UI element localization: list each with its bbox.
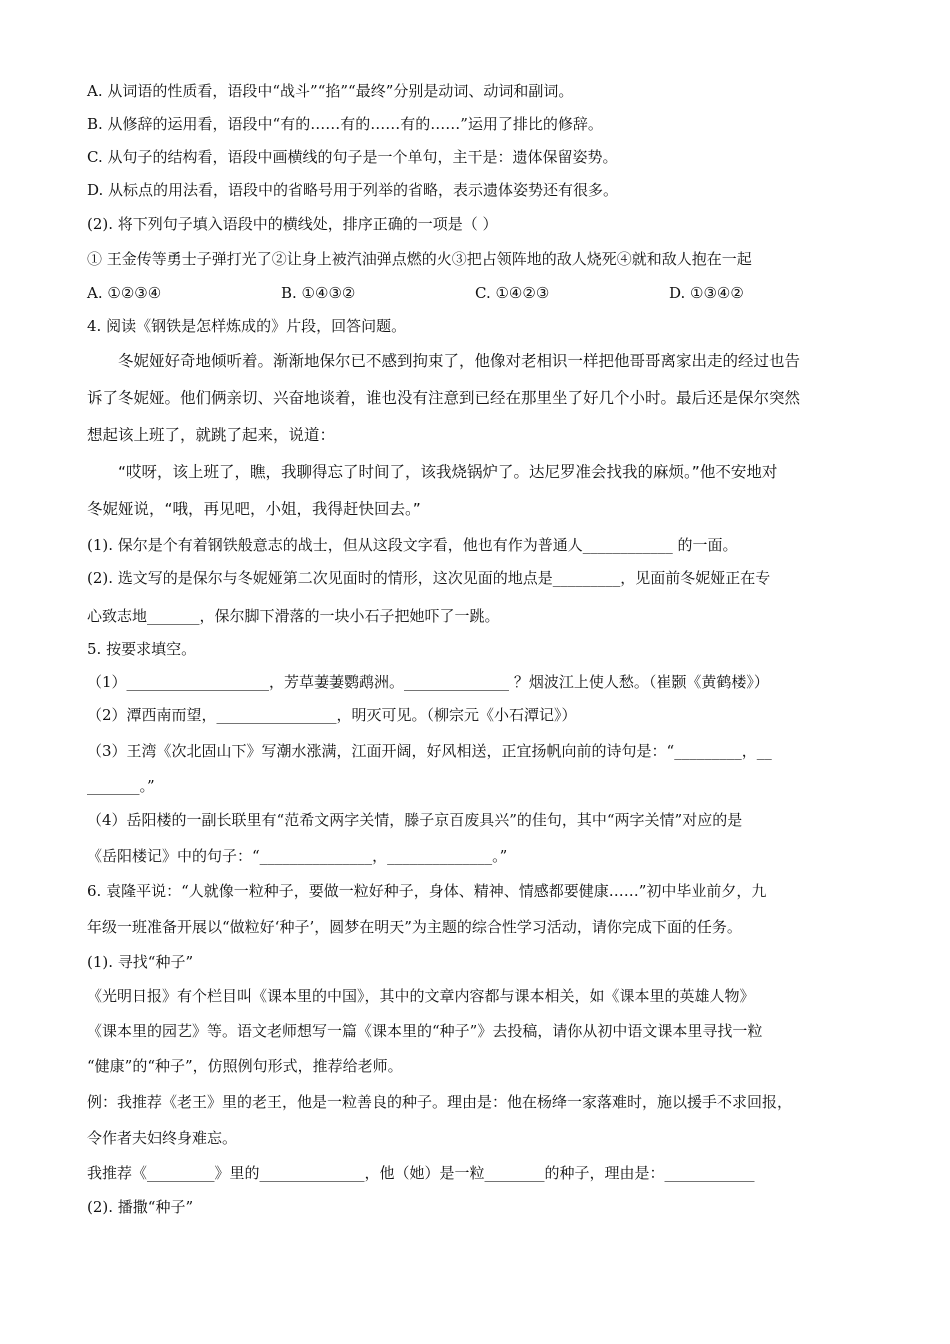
q3-option-b: B. 从修辞的运用看，语段中“有的……有的……有的……”运用了排比的修辞。	[87, 115, 603, 133]
q4-passage-line: 诉了冬妮娅。他们俩亲切、兴奋地谈着，谁也没有注意到已经在那里坐了好几个小时。最后还是保尔突然	[87, 389, 801, 407]
q6-paragraph: 《课本里的园艺》等。语文老师想写一篇《课本里的“种子”》去投稿，请你从初中语文课本里寻找一粒	[87, 1022, 763, 1040]
q6-subquestion-1: (1). 寻找“种子”	[87, 953, 194, 971]
q5-item-4-cont: 《岳阳楼记》中的句子：“_______________，______________。”	[87, 847, 508, 865]
q3-sentences: ① 王金传等勇士子弹打光了②让身上被汽油弹点燃的火③把占领阵地的敌人烧死④就和敌人抱在一起	[87, 250, 752, 268]
q5-item-4: （4）岳阳楼的一副长联里有“范希文两字关情，滕子京百废具兴”的佳句，其中“两字关情”对应的是	[87, 811, 743, 829]
q4-passage-line: “哎呀，该上班了，瞧，我聊得忘了时间了，该我烧锅炉了。达尼罗准会找我的麻烦。”他不安地对	[118, 463, 778, 481]
q6-answer-line: 我推荐《_________》里的______________，他（她）是一粒________的种子，理由是：____________	[87, 1164, 755, 1182]
q4-subquestion-1: (1). 保尔是个有着钢铁般意志的战士，但从这段文字看，他也有作为普通人____________ 的一面。	[87, 536, 738, 554]
q4-subquestion-2-cont: 心致志地_______，保尔脚下滑落的一块小石子把她吓了一跳。	[87, 607, 500, 625]
q5-item-3-cont: _______。”	[87, 777, 155, 795]
q5-item-2: （2）潭西南而望，________________，明灭可见。（柳宗元《小石潭记》）	[87, 706, 577, 724]
q3-option-d: D. 从标点的用法看，语段中的省略号用于列举的省略，表示遗体姿势还有很多。	[87, 181, 619, 199]
q4-subquestion-2: (2). 选文写的是保尔与冬妮娅第二次见面时的情形，这次见面的地点是_________，见面前冬妮娅正在专	[87, 569, 771, 587]
q6-example-cont: 令作者夫妇终身难忘。	[87, 1129, 238, 1147]
q6-subquestion-2: (2). 播撒“种子”	[87, 1198, 194, 1216]
q4-title: 4. 阅读《钢铁是怎样炼成的》片段，回答问题。	[87, 317, 407, 335]
q6-intro: 6. 袁隆平说：“人就像一粒种子，要做一粒好种子，身体、精神、情感都要健康……”初中毕业前夕，九	[87, 882, 767, 900]
q6-paragraph: “健康”的“种子”，仿照例句形式，推荐给老师。	[87, 1057, 403, 1075]
q3-choice-a: A. ①②③④	[87, 284, 162, 302]
q3-subquestion-2: (2). 将下列句子填入语段中的横线处，排序正确的一项是（ ）	[87, 215, 498, 233]
q4-passage-line: 冬妮娅说，“哦，再见吧，小姐，我得赶快回去。”	[87, 500, 421, 518]
q5-title: 5. 按要求填空。	[87, 640, 197, 658]
q4-passage-line: 冬妮娅好奇地倾听着。渐渐地保尔已不感到拘束了，他像对老相识一样把他哥哥离家出走的经过也告	[118, 352, 801, 370]
q3-choice-b: B. ①④③②	[281, 284, 356, 302]
q6-paragraph: 《光明日报》有个栏目叫《课本里的中国》，其中的文章内容都与课本相关，如《课本里的英雄人物》	[87, 987, 755, 1005]
q6-intro-cont: 年级一班准备开展以“做粒好‘种子’，圆梦在明天”为主题的综合性学习活动，请你完成下面的任务。	[87, 918, 742, 936]
q3-choice-d: D. ①③④②	[669, 284, 744, 302]
q3-option-c: C. 从句子的结构看，语段中画横线的句子是一个单句，主干是：遗体保留姿势。	[87, 148, 618, 166]
q5-item-1: （1）___________________，芳草萋萋鹦鹉洲。______________ ？烟波江上使人愁。（崔颢《黄鹤楼》）	[87, 673, 769, 691]
q3-option-a: A. 从词语的性质看，语段中“战斗”“掐”“最终”分别是动词、动词和副词。	[87, 82, 574, 100]
q4-passage-line: 想起该上班了，就跳了起来，说道：	[87, 426, 336, 444]
q5-item-3: （3）王湾《次北固山下》写潮水涨满，江面开阔，好风相送，正宜扬帆向前的诗句是：“_________，__	[87, 742, 772, 760]
q3-choice-c: C. ①④②③	[475, 284, 550, 302]
q6-example: 例：我推荐《老王》里的老王，他是一粒善良的种子。理由是：他在杨绛一家落难时，施以援手不求回报，	[87, 1093, 793, 1111]
